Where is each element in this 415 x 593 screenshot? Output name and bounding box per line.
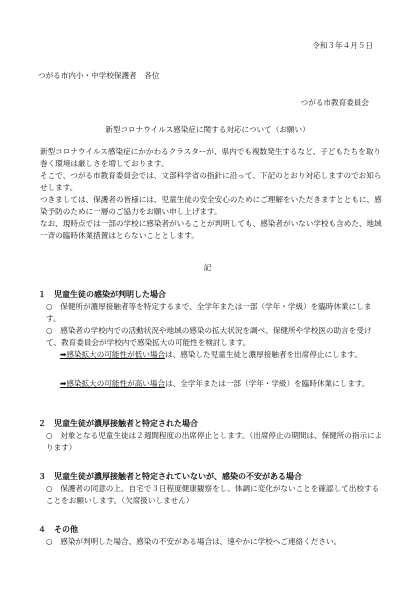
section-1-low-risk: [46, 349, 398, 361]
section-3-item-1: ○ 保護者の同意の上、自宅で３日程度健康観察をし、体調に変化がないことを確認して出校することをお願いします。（欠席扱いしません）: [46, 484, 380, 505]
low-risk-label: ➡感染拡大の可能性が低い場合: [60, 350, 166, 359]
section-4-item-1: ○ 感染が判明した場合、感染の不安がある場合は、速やかに学校へご連絡ください。: [46, 537, 342, 546]
high-risk-label: ➡感染拡大の可能性が高い場合: [60, 379, 166, 388]
addressee: つがる市内小・中学校保護者 各位: [38, 71, 160, 80]
section-3-heading: ３ 児童生徒が濃厚接触者と特定されていないが、感染の不安がある場合: [38, 472, 302, 481]
high-risk-text: は、全学年または一部（学年・学級）を臨時休業にします。: [165, 379, 370, 388]
section-1-heading: １ 児童生徒の感染が判明した場合: [38, 290, 166, 299]
intro-paragraph-2: そこで、つがる市教育委員会では、文部科学省の指針に沿って、下記のとおり対応しますのでお知らせします。: [40, 171, 382, 192]
document-title: 新型コロナウイルス感染症に関する対応について（お願い）: [105, 125, 310, 134]
section-1-high-risk: [46, 378, 398, 390]
section-2-item-1: ○ 対象となる児童生徒は２週間程度の出席停止とします。（出席停止の期間は、保健所の指示によります）: [46, 431, 383, 452]
intro-paragraph-3: つきましては、保護者の皆様には、児童生徒の安全安心のためにご理解をいただきますとともに、感染予防のために一層のご協力をお願い申し上げます。: [40, 195, 382, 216]
section-4-heading: ４ その他: [38, 525, 78, 534]
section-1-item-2: ○ 感染者の学校内での活動状況や地域の感染の拡大状況を調べ、保健所や学校医の助言を受けて、教育委員会が学校内で感染拡大の可能性を検討します。: [46, 326, 372, 347]
sender: つがる市教育委員会: [300, 98, 369, 107]
section-2-heading: ２ 児童生徒が濃厚接触者と特定された場合: [38, 419, 198, 428]
notice-date: 令和３年４月５日: [312, 41, 373, 50]
section-1-item-1: ○ 保健所が濃厚接触者等を特定するまで、全学年または一部（学年・学級）を臨時休業にします。: [46, 302, 372, 323]
low-risk-text: は、感染した児童生徒と濃厚接触者を出席停止にします。: [165, 350, 362, 359]
intro-paragraph-1: 新型コロナウイルス感染症にかかわるクラスターが、県内でも複数発生するなど、子どもたちを取り巻く環境は厳しさを増しております。: [40, 147, 382, 168]
intro-paragraph-4: なお、現時点では一部の学校に感染者がいることが判明しても、感染者がいない学校も含めた、地域一斉の臨時休業措置はとらないこととします。: [40, 219, 382, 240]
ki-heading: 記: [203, 263, 212, 272]
